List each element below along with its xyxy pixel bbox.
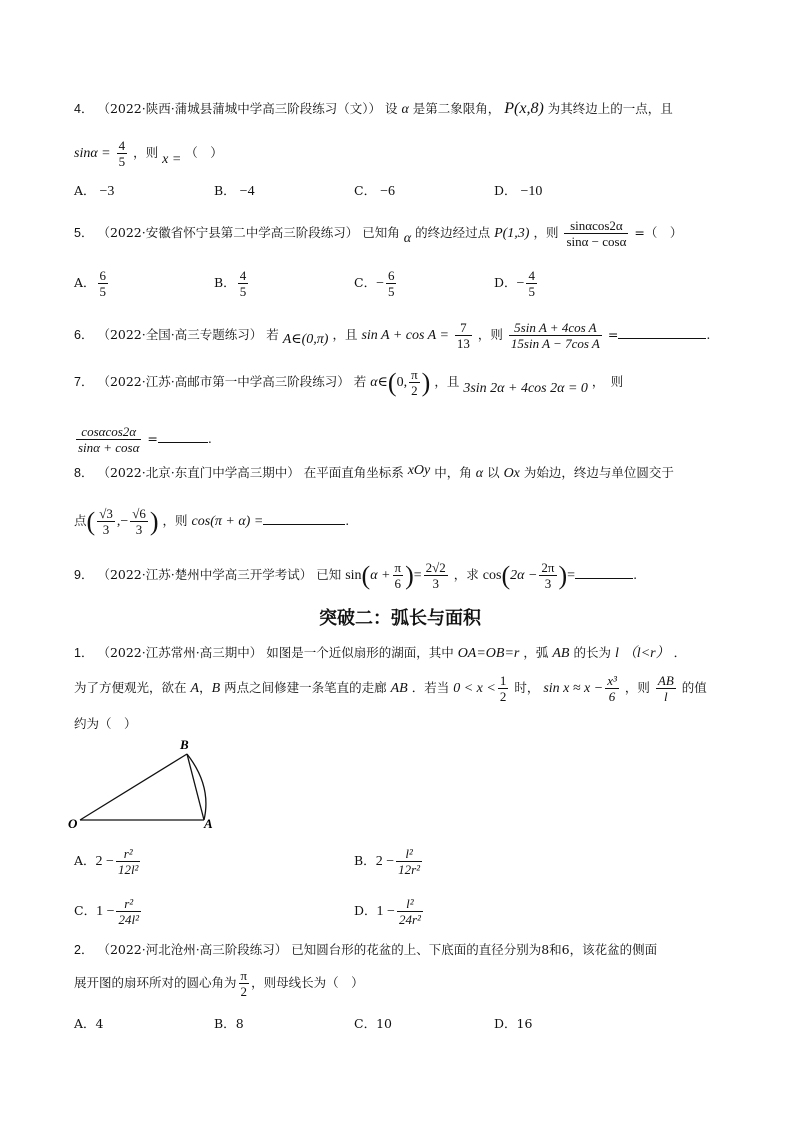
numerator: π	[394, 560, 402, 575]
option-c	[354, 181, 395, 202]
numerator: r²	[116, 896, 141, 912]
numerator: √3	[99, 506, 113, 521]
math-fraction	[397, 896, 423, 927]
question-source: （2022·江苏·楚州中学高三开学考试）	[97, 567, 313, 582]
section-heading: 突破二：弧长与面积	[319, 608, 481, 629]
question-source: （2022·北京·东直门中学高三期中）	[97, 465, 300, 480]
option-label: C．	[354, 183, 377, 198]
segment-ob	[80, 754, 187, 820]
question-text: .	[706, 327, 711, 342]
option-value: −4	[239, 184, 255, 199]
option-value: 4	[95, 1016, 104, 1031]
option-label: C．	[354, 1016, 377, 1031]
option-label: B．	[214, 275, 236, 290]
math-fraction	[238, 268, 249, 299]
option-label: A．	[74, 853, 96, 868]
denominator: 6	[608, 689, 616, 704]
right-paren: )	[149, 506, 159, 536]
option-value: −3	[99, 184, 115, 199]
question-8-line-1	[74, 463, 674, 484]
math-expression: A	[190, 681, 200, 696]
denominator: 24r²	[398, 912, 421, 927]
numerator: π	[240, 968, 248, 983]
math-expression: 1 −	[96, 904, 115, 919]
math-fraction	[509, 320, 602, 351]
math-fraction	[396, 846, 422, 877]
math-fraction	[539, 560, 556, 591]
numerator: π	[411, 367, 418, 382]
question-text: ，且	[434, 374, 460, 389]
math-alpha: α	[401, 102, 409, 117]
math-expression: 0,	[396, 375, 408, 390]
problem-1-line-3	[74, 714, 137, 734]
option-a	[74, 181, 114, 202]
numerator: AB	[657, 673, 674, 688]
option-a	[74, 1014, 103, 1034]
numerator: √6	[132, 506, 146, 521]
numerator: sinαcos2α	[564, 218, 628, 234]
math-fraction	[424, 560, 448, 591]
question-6	[74, 320, 710, 351]
question-text: 为其终边上的一点，且	[547, 101, 673, 116]
question-text: 以	[487, 465, 500, 480]
denominator: 5	[528, 284, 535, 299]
answer-blank[interactable]	[618, 326, 706, 339]
question-text: .	[345, 513, 350, 528]
math-fraction	[605, 673, 619, 704]
math-fraction	[130, 506, 148, 537]
math-fraction	[98, 268, 109, 299]
denominator: l	[664, 689, 668, 704]
denominator: 5	[99, 284, 107, 299]
answer-blank[interactable]	[575, 566, 633, 579]
denominator: 15sin A − 7cos A	[510, 336, 600, 351]
math-expression: Ox	[503, 466, 520, 481]
math-fraction	[656, 673, 676, 704]
question-source: （2022·安徽省怀宁县第二中学高三阶段练习）	[97, 225, 359, 240]
question-number: 5．	[74, 226, 94, 240]
option-b	[214, 181, 255, 202]
sector-figure	[66, 732, 226, 832]
math-expression: 1 −	[376, 904, 395, 919]
question-text: 已知	[316, 567, 342, 582]
question-text: 点	[74, 513, 87, 528]
denominator: 3	[544, 576, 552, 591]
math-fraction	[76, 424, 141, 455]
question-text: 如图是一个近似扇形的湖面，其中	[266, 645, 454, 660]
question-text: ，且	[332, 327, 358, 342]
numerator: 6	[99, 268, 107, 283]
numerator: l²	[396, 846, 422, 862]
math-expression: cos	[482, 568, 502, 583]
left-paren: (	[501, 560, 511, 590]
question-text: ，	[199, 680, 212, 695]
math-expression: sinα =	[74, 146, 111, 161]
option-d	[494, 1014, 532, 1034]
question-text: ，则	[624, 680, 650, 695]
math-fraction	[97, 506, 115, 537]
math-expression: α∈	[370, 375, 388, 390]
denominator: 24l²	[118, 912, 139, 927]
numerator: 6	[387, 268, 395, 283]
question-text: 的长为	[573, 645, 611, 660]
numerator: 1	[499, 673, 507, 688]
question-text: ．若当	[411, 680, 450, 695]
problem-2-line-1	[74, 940, 657, 960]
math-fraction	[117, 138, 128, 169]
math-alpha: α	[403, 231, 412, 246]
numerator: r²	[116, 846, 141, 862]
question-7-line-1	[74, 367, 623, 398]
option-b	[214, 1014, 244, 1034]
math-fraction	[239, 968, 250, 999]
problem-1-line-1	[74, 643, 686, 664]
denominator: 12l²	[117, 862, 139, 877]
math-expression: xOy	[407, 463, 431, 478]
option-label: D．	[494, 275, 517, 290]
numerator: 2π	[541, 560, 555, 575]
question-number: 6．	[74, 328, 94, 342]
question-text: .	[633, 567, 638, 582]
numerator: 4	[528, 268, 535, 283]
question-text: 中，角	[434, 465, 472, 480]
question-text: 两点之间修建一条笔直的走廊	[224, 680, 387, 695]
math-fraction	[116, 846, 141, 877]
math-fraction	[116, 896, 141, 927]
answer-paren: （ ）	[185, 145, 223, 160]
math-expression: l	[614, 646, 619, 661]
numerator: 4	[239, 268, 247, 283]
math-fraction	[409, 367, 420, 398]
left-paren: (	[361, 560, 371, 590]
question-text: 的终边经过点	[415, 225, 491, 240]
math-expression: 0 < x <	[453, 681, 496, 696]
option-label: B．	[214, 1016, 236, 1031]
numerator: 4	[118, 138, 126, 153]
denominator: 5	[239, 284, 247, 299]
numerator: cosαcos2α	[76, 424, 141, 440]
option-value: −6	[380, 184, 395, 199]
option-value: 10	[376, 1016, 392, 1031]
option-d	[354, 896, 425, 927]
question-5-line-1	[74, 218, 682, 249]
question-text: 若	[266, 327, 279, 342]
question-text: 时，	[514, 680, 540, 695]
label-a: A	[204, 816, 213, 831]
question-source: （2022·陕西·蒲城县蒲城中学高三阶段练习（文））	[97, 101, 381, 116]
option-label: A．	[74, 1016, 96, 1031]
denominator: sinα − cosα	[566, 234, 627, 249]
question-text: .	[207, 431, 212, 446]
math-fraction	[498, 673, 509, 704]
option-label: C．	[354, 275, 377, 290]
question-text: ，则	[133, 145, 159, 160]
problem-1-line-2	[74, 673, 707, 704]
math-expression: =	[567, 568, 576, 583]
question-source: （2022·江苏常州·高三期中）	[97, 645, 263, 660]
math-expression: x =	[162, 152, 182, 167]
denominator: 2	[411, 383, 418, 398]
left-paren: (	[387, 367, 397, 397]
math-expression: AB	[390, 681, 408, 696]
math-expression: A∈(0,π)	[282, 332, 329, 347]
option-label: D．	[494, 1016, 517, 1031]
option-c	[354, 268, 398, 299]
question-number: 9．	[74, 568, 94, 582]
math-expression: =	[413, 568, 422, 583]
question-text: =	[607, 327, 619, 342]
math-expression: sin x ≈ x −	[543, 681, 604, 696]
question-text: 在平面直角坐标系	[303, 465, 404, 480]
option-label: C．	[74, 903, 97, 918]
math-fraction	[386, 268, 397, 299]
option-label: D．	[354, 903, 377, 918]
math-expression: sin A + cos A =	[361, 328, 449, 343]
segment-ab	[187, 754, 204, 820]
math-alpha: α	[475, 466, 484, 481]
question-text: ， 则	[591, 374, 624, 389]
denominator: 5	[118, 154, 126, 169]
option-value: −10	[520, 184, 543, 199]
math-expression: cos(π + α) =	[191, 514, 264, 529]
numerator: 7	[455, 320, 472, 336]
math-fraction	[455, 320, 472, 351]
answer-blank[interactable]	[158, 430, 208, 443]
math-point: P(1,3)	[494, 226, 530, 241]
option-label: B．	[214, 183, 236, 198]
question-8-line-2	[74, 506, 349, 537]
math-expression: α +	[370, 568, 391, 583]
math-expression: （l<r）	[622, 646, 670, 661]
label-o: O	[68, 816, 78, 831]
option-a	[74, 846, 142, 877]
question-text: ，弧	[523, 645, 549, 660]
label-b: B	[180, 737, 189, 752]
question-7-line-2	[74, 424, 212, 455]
question-text: 约为（ ）	[74, 716, 137, 731]
math-fraction	[393, 560, 404, 591]
question-number: 7．	[74, 375, 94, 389]
numerator: 5sin A + 4cos A	[509, 320, 602, 336]
math-expression: B	[211, 681, 221, 696]
question-source: （2022·全国·高三专题练习）	[97, 327, 263, 342]
question-source: （2022·河北沧州·高三阶段练习）	[97, 942, 288, 957]
question-4-line-1	[74, 99, 673, 120]
math-expression: 3sin 2α + 4cos 2α = 0	[463, 381, 588, 396]
question-text: =（ ）	[634, 225, 683, 240]
question-number: 1．	[74, 646, 94, 660]
question-text: 的值	[681, 680, 707, 695]
question-text: 已知圆台形的花盆的上、下底面的直径分别为8和6，该花盆的侧面	[291, 942, 658, 957]
math-expression: 2 −	[375, 854, 395, 869]
option-value: 16	[516, 1016, 533, 1031]
question-number: 8．	[74, 466, 94, 480]
question-text: 为始边，终边与单位圆交于	[523, 465, 674, 480]
question-text: 展开图的扇环所对的圆心角为	[74, 975, 237, 990]
question-text: ．	[673, 645, 687, 660]
math-expression: 2 −	[95, 854, 114, 869]
question-text: ，求	[453, 567, 479, 582]
option-c	[74, 896, 143, 927]
right-paren: )	[405, 560, 414, 590]
numerator: l²	[397, 896, 423, 912]
denominator: 6	[394, 576, 402, 591]
denominator: 3	[432, 576, 439, 591]
option-label: D．	[494, 183, 517, 198]
question-text: 已知角	[362, 225, 400, 240]
question-4-line-2	[74, 138, 223, 169]
option-c	[354, 1014, 392, 1034]
minus-sign: −	[516, 276, 525, 291]
option-b	[354, 846, 424, 877]
minus-sign: −	[376, 276, 384, 291]
denominator: sinα + cosα	[78, 440, 140, 455]
denominator: 3	[102, 522, 110, 537]
question-number: 2．	[74, 943, 94, 957]
math-expression: sin	[345, 568, 362, 583]
option-d	[494, 268, 539, 299]
question-text: ，则	[162, 513, 188, 528]
option-label: A．	[74, 275, 96, 290]
option-b	[214, 268, 250, 299]
question-text: ，则	[477, 327, 503, 342]
question-text: 是第二象限角，	[412, 101, 501, 116]
problem-2-line-2	[74, 968, 364, 999]
denominator: 2	[240, 984, 248, 999]
math-expression: 2α −	[510, 568, 538, 583]
question-text: ，则	[533, 225, 559, 240]
option-d	[494, 181, 542, 202]
denominator: 5	[387, 284, 395, 299]
question-source: （2022·江苏·高邮市第一中学高三阶段练习）	[97, 374, 350, 389]
denominator: 12r²	[398, 862, 421, 877]
left-paren: (	[86, 506, 96, 536]
option-label: A．	[74, 183, 96, 198]
denominator: 13	[456, 336, 470, 351]
math-point: P(x,8)	[504, 100, 544, 117]
comma: ,−	[116, 514, 129, 529]
question-text: 设	[384, 101, 398, 116]
question-text: =	[147, 431, 158, 446]
question-number: 4．	[74, 102, 94, 116]
denominator: 3	[135, 522, 143, 537]
option-label: B．	[354, 853, 376, 868]
denominator: 2	[499, 689, 507, 704]
option-value: 8	[235, 1016, 244, 1031]
answer-blank[interactable]	[263, 512, 345, 525]
math-fraction	[526, 268, 537, 299]
question-text: ，则母线长为（ ）	[251, 975, 364, 990]
question-9	[74, 560, 637, 591]
question-text: 为了方便观光，欲在	[74, 680, 187, 695]
math-expression: OA=OB=r	[457, 646, 520, 661]
numerator: 2√2	[425, 560, 446, 575]
numerator: x³	[607, 673, 617, 688]
math-expression: AB	[552, 646, 570, 661]
math-fraction	[564, 218, 628, 249]
right-paren: )	[421, 367, 431, 397]
option-a	[74, 268, 110, 299]
question-text: 若	[353, 374, 367, 389]
right-paren: )	[558, 560, 568, 590]
